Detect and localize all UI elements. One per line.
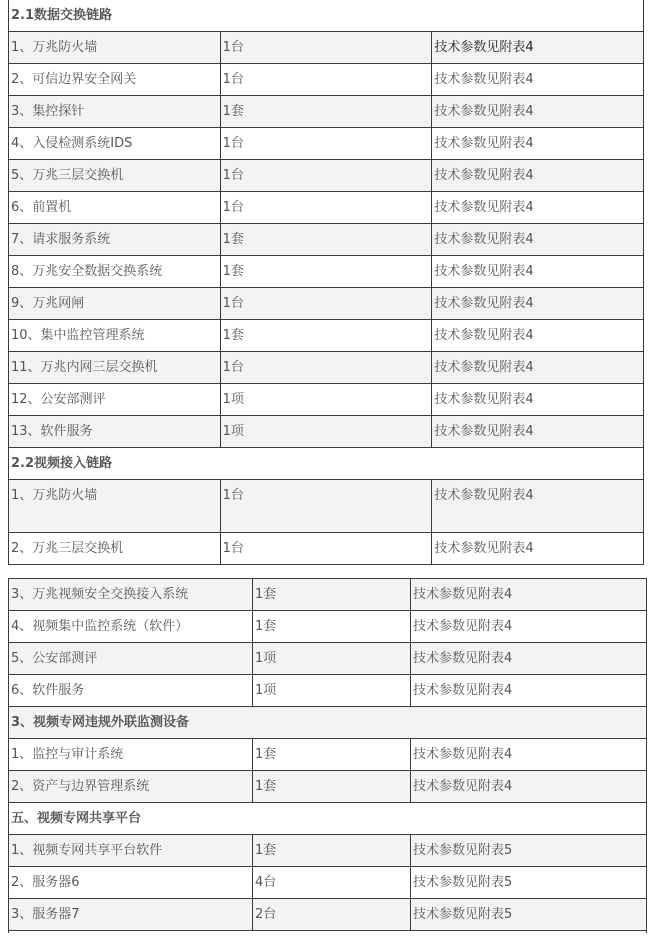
- item-name: 7、请求服务系统: [9, 224, 221, 256]
- item-ref: 技术参数见附表4: [432, 224, 644, 256]
- item-name: 1、万兆防火墙: [9, 480, 221, 533]
- item-qty: 1项: [220, 416, 432, 448]
- item-name: 6、前置机: [9, 192, 221, 224]
- table-row: [9, 224, 644, 256]
- table-row-continuation: [9, 931, 647, 934]
- item-ref: 技术参数见附表4: [411, 611, 647, 643]
- table-row: [9, 579, 647, 611]
- item-qty: 1台: [220, 288, 432, 320]
- item-ref: 技术参数见附表4: [432, 288, 644, 320]
- section-title-2-2: 2.2视频接入链路: [9, 448, 644, 480]
- item-ref: 技术参数见附表4: [432, 533, 644, 565]
- item-ref: 技术参数见附表4: [411, 643, 647, 675]
- item-ref: 技术参数见附表4: [432, 96, 644, 128]
- table-row: [9, 32, 644, 64]
- item-ref: 技术参数见附表4: [411, 739, 647, 771]
- item-name: 9、万兆网闸: [9, 288, 221, 320]
- item-name: 4、视频集中监控系统（软件）: [9, 611, 253, 643]
- item-name: 3、集控探针: [9, 96, 221, 128]
- table-row: [9, 643, 647, 675]
- equipment-table-upper: [8, 0, 644, 565]
- item-name: 2、可信边界安全网关: [9, 64, 221, 96]
- item-qty: 1套: [253, 579, 411, 611]
- item-ref: 技术参数见附表4: [432, 480, 644, 533]
- item-ref: 技术参数见附表4: [432, 160, 644, 192]
- table-row: [9, 533, 644, 565]
- item-name: 12、公安部测评: [9, 384, 221, 416]
- item-qty: 1套: [220, 256, 432, 288]
- section-header-row: [9, 448, 644, 480]
- item-ref: 技术参数见附表5: [411, 835, 647, 867]
- table-row: [9, 288, 644, 320]
- item-ref: 技术参数见附表4: [432, 352, 644, 384]
- item-ref: 技术参数见附表4: [432, 256, 644, 288]
- table-row: [9, 835, 647, 867]
- table-row: [9, 384, 644, 416]
- table-row: [9, 352, 644, 384]
- item-qty: 1套: [253, 611, 411, 643]
- item-name: 1、万兆防火墙: [9, 32, 221, 64]
- table-row: [9, 256, 644, 288]
- table-row: [9, 96, 644, 128]
- item-qty: 1台: [220, 533, 432, 565]
- table-row: [9, 320, 644, 352]
- item-name: 13、软件服务: [9, 416, 221, 448]
- table-row: [9, 611, 647, 643]
- table-row: [9, 771, 647, 803]
- item-name: 1、视频专网共享平台软件: [9, 835, 253, 867]
- item-ref: 技术参数见附表4: [432, 416, 644, 448]
- table-row: [9, 128, 644, 160]
- item-qty: 1台: [220, 192, 432, 224]
- item-name: 6、软件服务: [9, 675, 253, 707]
- table-row: [9, 675, 647, 707]
- table-row: [9, 899, 647, 931]
- item-qty: 1套: [220, 96, 432, 128]
- item-qty: 1台: [220, 160, 432, 192]
- section-header-row: [9, 803, 647, 835]
- item-name: 8、万兆安全数据交换系统: [9, 256, 221, 288]
- item-ref: 技术参数见附表4: [432, 64, 644, 96]
- table-row: [9, 160, 644, 192]
- item-name: 3、服务器7: [9, 899, 253, 931]
- section-header-row: [9, 0, 644, 32]
- item-name: 11、万兆内网三层交换机: [9, 352, 221, 384]
- item-name: 5、公安部测评: [9, 643, 253, 675]
- table-row: [9, 192, 644, 224]
- continuation-edge: [9, 931, 647, 934]
- table-row: [9, 64, 644, 96]
- table-row: [9, 416, 644, 448]
- section-header-row: [9, 707, 647, 739]
- section-title-5: 五、视频专网共享平台: [9, 803, 647, 835]
- item-qty: 1台: [220, 64, 432, 96]
- item-ref: 技术参数见附表5: [411, 899, 647, 931]
- item-qty: 1套: [220, 320, 432, 352]
- item-qty: 1套: [220, 224, 432, 256]
- item-qty: 1台: [220, 128, 432, 160]
- table-row: [9, 739, 647, 771]
- section-title-3: 3、视频专网违规外联监测设备: [9, 707, 647, 739]
- item-name: 10、集中监控管理系统: [9, 320, 221, 352]
- table-row: [9, 867, 647, 899]
- section-title-2-1: 2.1数据交换链路: [9, 0, 644, 32]
- item-ref: 技术参数见附表4: [411, 579, 647, 611]
- equipment-table-lower: [8, 578, 647, 933]
- item-ref: 技术参数见附表4: [432, 192, 644, 224]
- item-qty: 1台: [220, 480, 432, 533]
- table-row: [9, 480, 644, 533]
- item-qty: 1套: [253, 739, 411, 771]
- item-ref: 技术参数见附表4: [411, 675, 647, 707]
- item-ref: 技术参数见附表4: [432, 320, 644, 352]
- item-name: 2、资产与边界管理系统: [9, 771, 253, 803]
- item-qty: 1套: [253, 771, 411, 803]
- item-name: 2、服务器6: [9, 867, 253, 899]
- item-ref: 技术参数见附表4: [432, 384, 644, 416]
- item-qty: 1项: [220, 384, 432, 416]
- item-ref: 技术参数见附表4: [432, 128, 644, 160]
- item-name: 4、入侵检测系统IDS: [9, 128, 221, 160]
- item-qty: 2台: [253, 899, 411, 931]
- item-name: 5、万兆三层交换机: [9, 160, 221, 192]
- item-name: 2、万兆三层交换机: [9, 533, 221, 565]
- item-ref: 技术参数见附表4: [432, 32, 644, 64]
- item-name: 3、万兆视频安全交换接入系统: [9, 579, 253, 611]
- item-ref: 技术参数见附表5: [411, 867, 647, 899]
- item-qty: 4台: [253, 867, 411, 899]
- item-qty: 1台: [220, 352, 432, 384]
- item-qty: 1套: [253, 835, 411, 867]
- item-name: 1、监控与审计系统: [9, 739, 253, 771]
- item-qty: 1项: [253, 643, 411, 675]
- item-qty: 1项: [253, 675, 411, 707]
- item-qty: 1台: [220, 32, 432, 64]
- item-ref: 技术参数见附表4: [411, 771, 647, 803]
